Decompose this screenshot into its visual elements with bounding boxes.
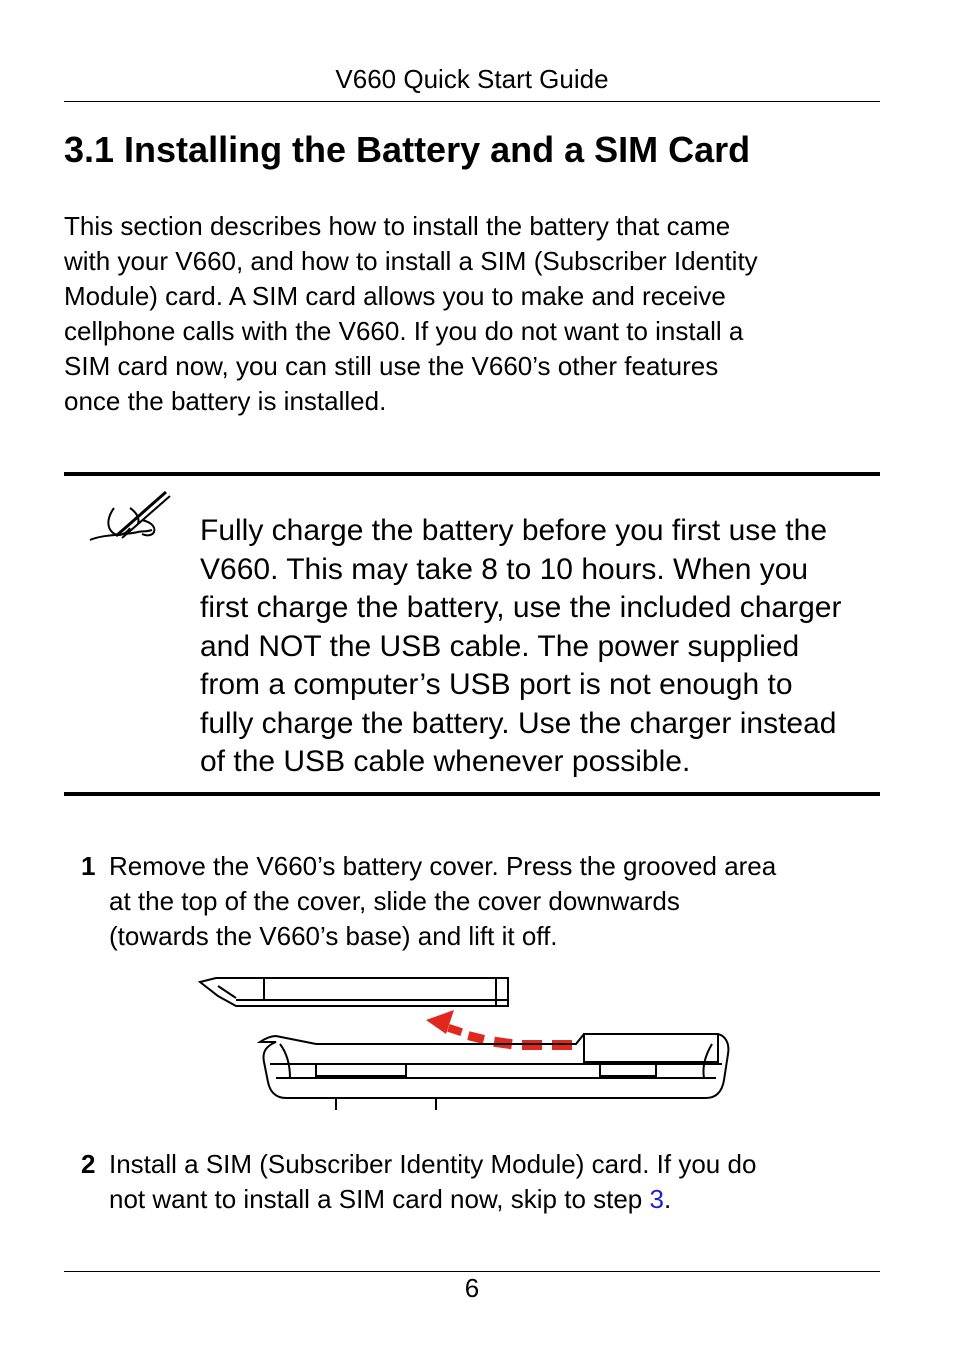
note-line: from a computer’s USB port is not enough to	[200, 668, 793, 701]
note-line: V660. This may take 8 to 10 hours. When you	[200, 552, 809, 586]
step-3-link[interactable]: 3	[649, 1184, 664, 1214]
pencil-note-icon	[86, 486, 172, 546]
note-line: of the USB cable whenever possible.	[200, 745, 691, 778]
intro-line: SIM card now, you can still use the V660’s other features	[64, 351, 719, 381]
intro-line: cellphone calls with the V660. If you do not want to install a	[64, 316, 744, 346]
note-line: fully charge the battery. Use the charger instead	[200, 706, 837, 740]
running-header: V660 Quick Start Guide	[335, 64, 609, 94]
step-text: Install a SIM (Subscriber Identity Module) card. If you do not want to install a SIM card now, skip to step 3.	[109, 1149, 757, 1214]
note-line: first charge the battery, use the included charger	[200, 591, 842, 624]
step-number: 1	[81, 851, 96, 881]
intro-line: with your V660, and how to install a SIM (Subscriber Identity	[64, 246, 758, 276]
battery-cover-removal-figure	[196, 968, 736, 1114]
note-text	[200, 512, 890, 782]
section-title: 3.1 Installing the Battery and a SIM Card	[64, 129, 751, 170]
intro-line: Module) card. A SIM card allows you to make and receive	[64, 281, 726, 311]
battery-cover-illustration	[200, 978, 508, 1006]
intro-line: once the battery is installed.	[64, 386, 387, 416]
header-rule	[64, 101, 880, 102]
page-number: 6	[464, 1273, 480, 1303]
intro-paragraph	[64, 209, 884, 419]
note-top-rule	[64, 472, 880, 476]
step-text: Remove the V660’s battery cover. Press the grooved area at the top of the cover, slide the cover downwards (towards the V660’s base) and lift it off.	[109, 851, 777, 951]
note-line: Fully charge the battery before you first use the	[200, 514, 827, 547]
step-number: 2	[81, 1149, 96, 1179]
note-bottom-rule	[64, 792, 880, 796]
note-line: and NOT the USB cable. The power supplied	[200, 629, 800, 663]
intro-line: This section describes how to install the battery that came	[64, 211, 731, 241]
